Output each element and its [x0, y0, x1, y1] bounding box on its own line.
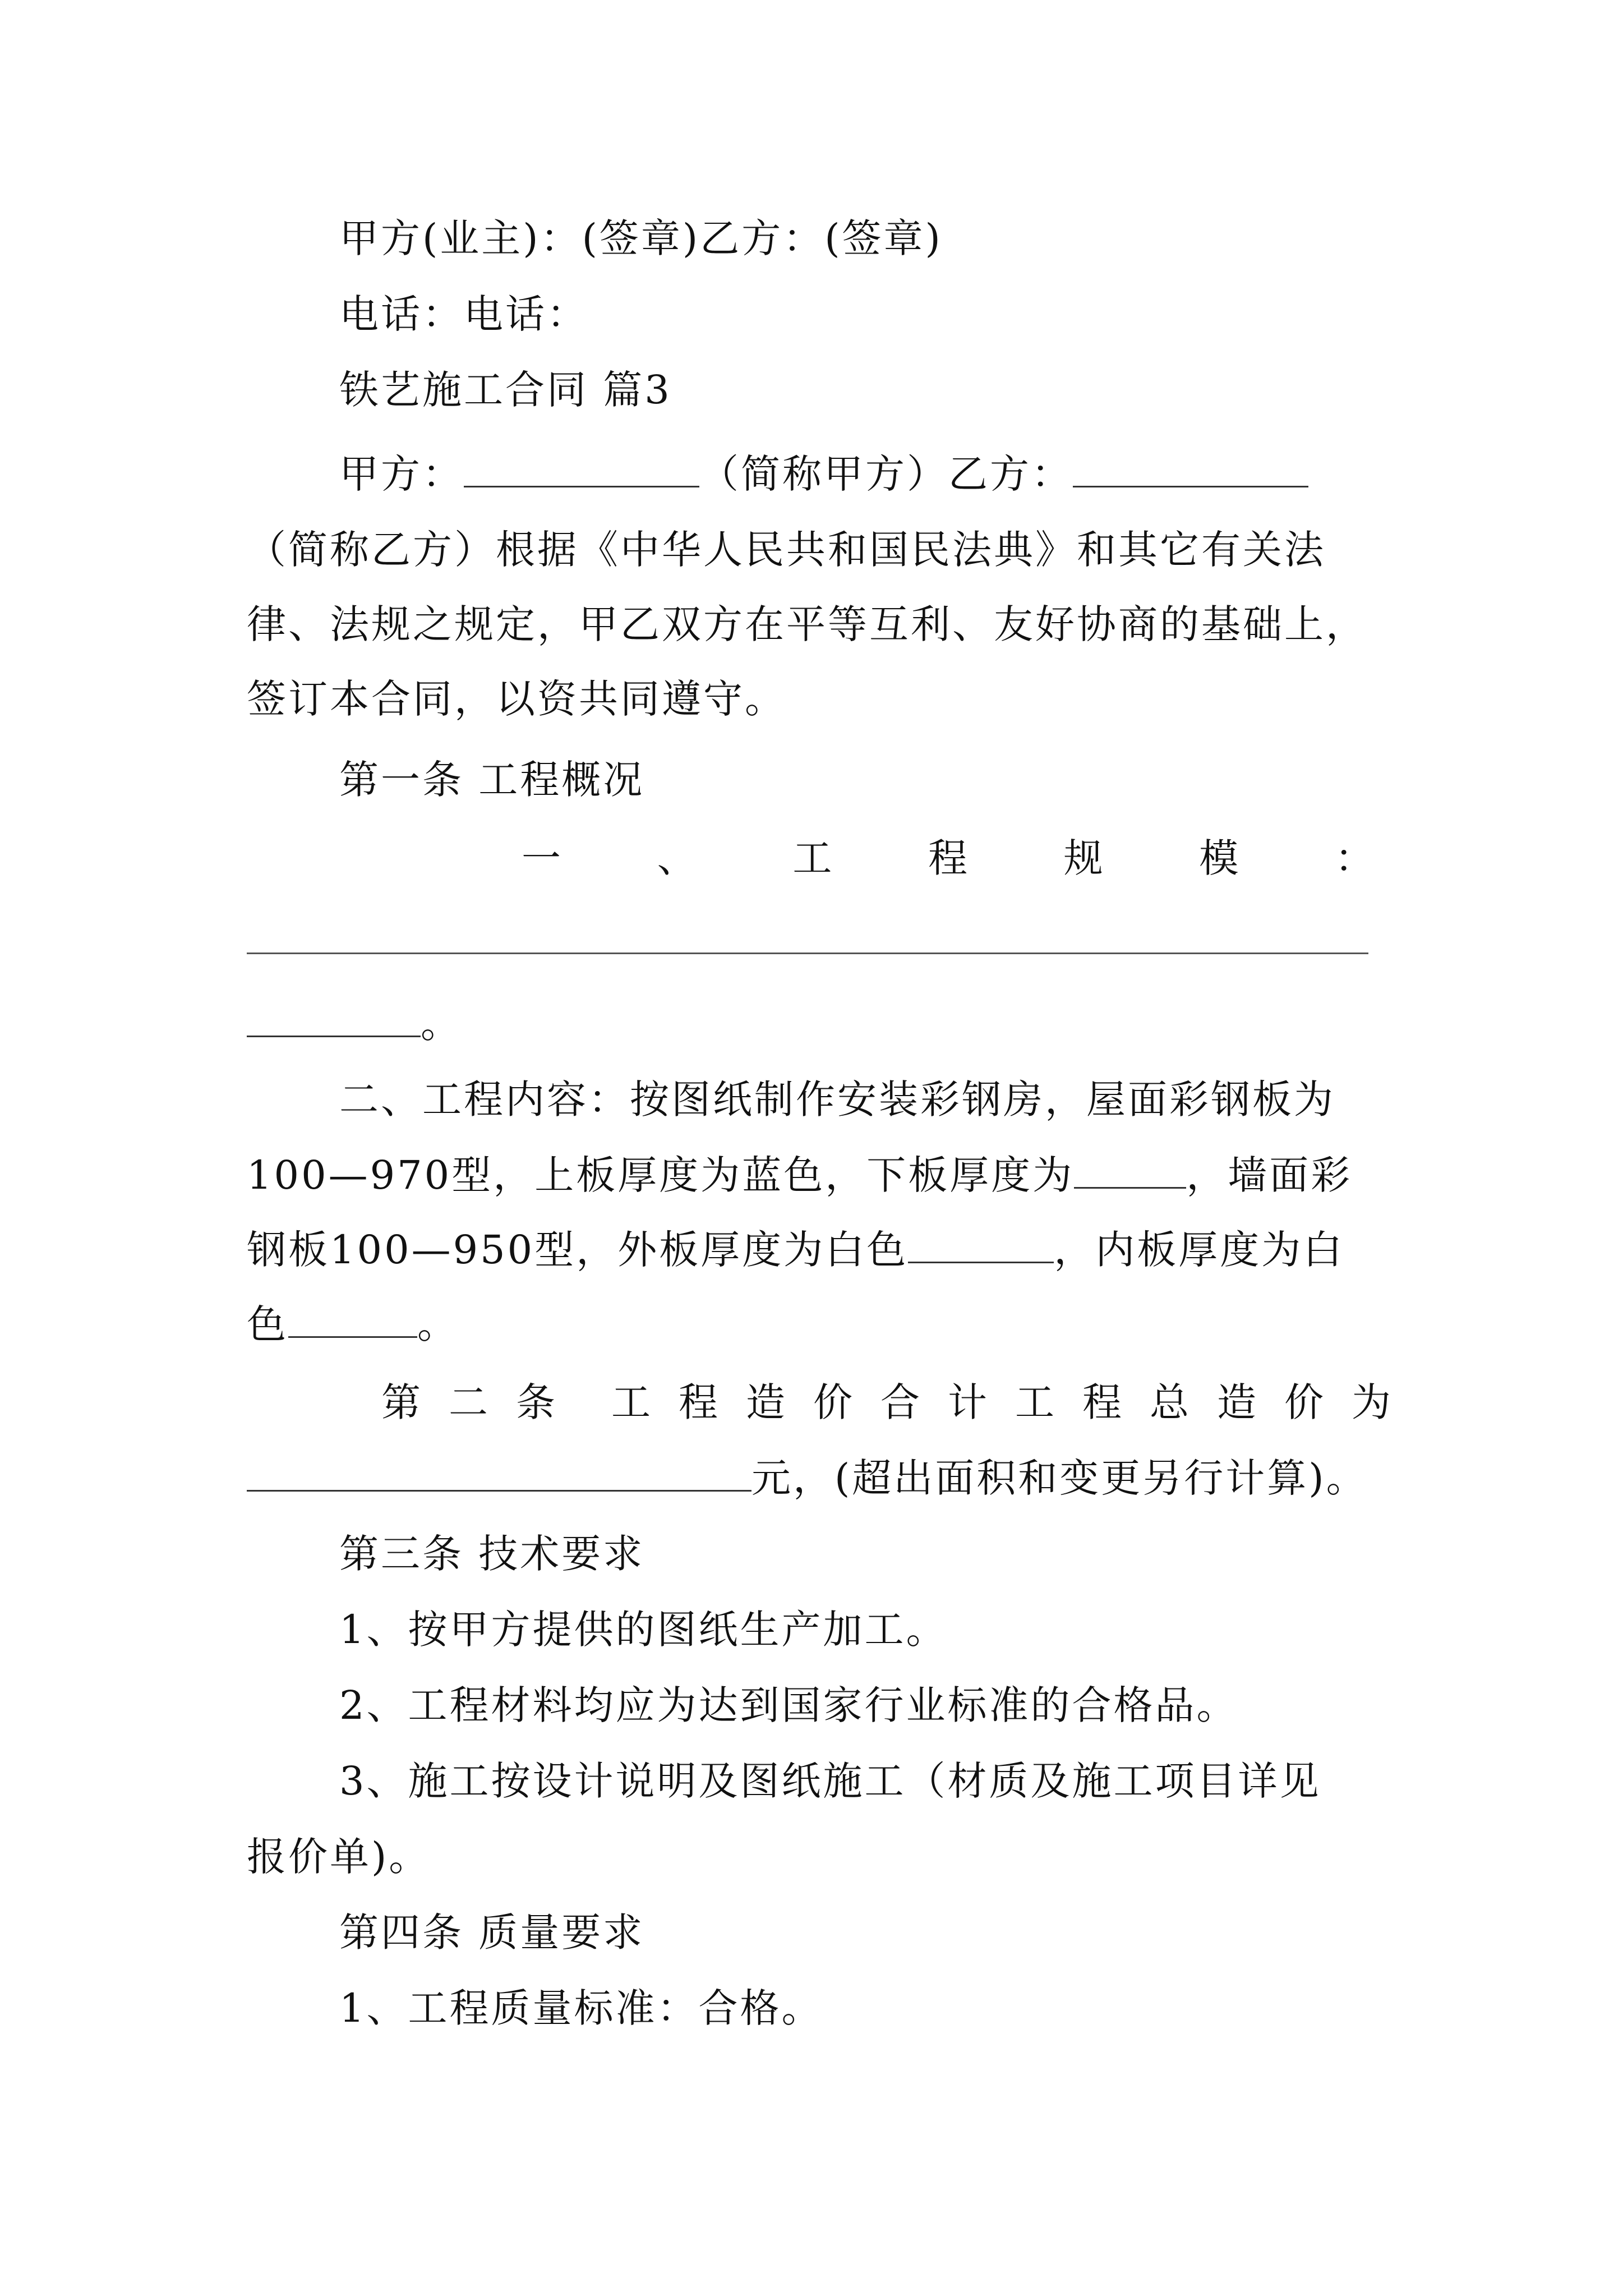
paragraph-line: 色 。 [247, 1301, 459, 1347]
blank [288, 1303, 417, 1338]
paragraph-line: 签订本合同，以资共同遵守。 [247, 676, 786, 722]
list-item-cont: 报价单)。 [247, 1834, 431, 1880]
char: 规 [1063, 835, 1103, 881]
blank [247, 1002, 421, 1037]
cost-amount-line: 元，(超出面积和变更另行计算)。 [247, 1450, 1368, 1506]
list-item: 1、工程质量标准：合格。 [339, 1985, 823, 2031]
article-heading: 第四条 质量要求 [339, 1910, 645, 1955]
char: 模 [1199, 835, 1239, 881]
article-heading: 第一条 工程概况 [339, 757, 645, 803]
list-item: 3、施工按设计说明及图纸施工（材质及施工项目详见 [339, 1758, 1321, 1804]
list-item: 2、工程材料均应为达到国家行业标准的合格品。 [339, 1682, 1238, 1728]
section-title: 铁艺施工合同 篇3 [339, 367, 672, 413]
char: 一 [522, 835, 561, 881]
char: 工 [792, 835, 832, 881]
party-a-label: 甲方： [339, 451, 464, 497]
char: 、 [657, 835, 697, 881]
paragraph-line: 钢板100—950型，外板厚度为白色 ，内板厚度为白 [247, 1227, 1345, 1273]
phone-line: 电话：电话： [339, 291, 588, 337]
blank [1074, 1153, 1186, 1189]
paragraph-line: 二、工程内容：按图纸制作安装彩钢房，屋面彩钢板为 [339, 1076, 1335, 1122]
scale-blank-rule [247, 953, 1368, 954]
paragraph-line: 100—970型，上板厚度为蓝色，下板厚度为 ，墙面彩 [247, 1152, 1353, 1198]
amount-blank [247, 1456, 751, 1492]
scale-blank-end: 。 [247, 996, 462, 1052]
parties-line [339, 446, 1308, 502]
list-item: 1、按甲方提供的图纸生产加工。 [339, 1607, 948, 1653]
scale-line [522, 830, 1374, 886]
cost-line: 第 二 条 工 程 造 价 合 计 工 程 总 造 价 为 [381, 1379, 1391, 1425]
party-b-label: （简称甲方）乙方： [699, 451, 1073, 497]
signature-line: 甲方(业主)：(签章)乙方：(签章) [339, 215, 943, 261]
party-b-blank [1073, 452, 1308, 487]
paragraph-line: 律、法规之规定，甲乙双方在平等互利、友好协商的基础上， [247, 601, 1367, 647]
char: 程 [928, 835, 967, 881]
paragraph-line: （简称乙方）根据《中华人民共和国民法典》和其它有关法 [247, 527, 1326, 573]
party-a-blank [464, 452, 699, 487]
char: ： [1334, 835, 1374, 881]
blank [908, 1228, 1054, 1263]
article-heading: 第三条 技术要求 [339, 1531, 645, 1577]
